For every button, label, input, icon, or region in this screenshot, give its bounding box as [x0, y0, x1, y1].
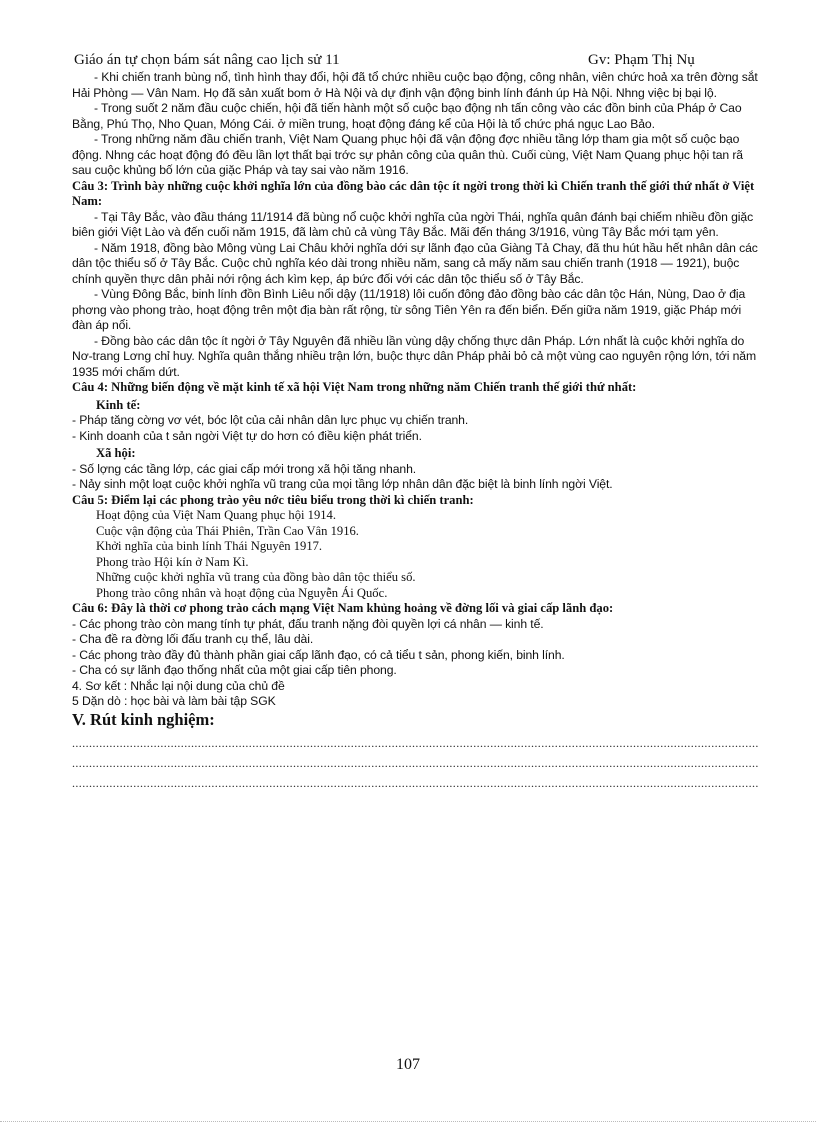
list-item: Khởi nghĩa của binh lính Thái Nguyên 1917.	[96, 539, 323, 553]
question-heading: Câu 5: Điểm lại các phong trào yêu nớc tiêu biểu trong thời kì chiến tranh:	[72, 492, 474, 507]
list-item: - Các phong trào đầy đủ thành phần giai cấp lãnh đạo, có cả tiểu t sản, phong kiến, binh lính.	[72, 647, 565, 662]
paragraph: - Tại Tây Bắc, vào đầu tháng 11/1914 đã bùng nổ cuộc khởi nghĩa của ngời Thái, nghĩa quân đánh bại chiếm nhiều đồn giặc biên giới Việt Lào và đến cuối năm 1915, đã làm chủ cả vùng Tây Bắc. Mãi đến tháng 3/1916, vùng Tây Bắc mới tạm yên.	[72, 209, 754, 239]
paragraph: - Trong suốt 2 năm đầu cuộc chiến, hội đã tiến hành một số cuộc bạo động nh tấn công vào các đồn binh của Pháp ở Cao Bằng, Phú Thọ, Nho Quan, Móng Cái. ở miền trung, hoạt động đáng kể của Hội là tổ chức phá ngục Lao Bảo.	[72, 101, 742, 131]
document-body	[72, 70, 764, 793]
dotted-line: ..........................................................................................................................................................................................................	[72, 756, 759, 770]
paragraph: - Vùng Đông Bắc, binh lính đồn Bình Liêu nổi dậy (11/1918) lôi cuốn đông đảo đồng bào các dân tộc Hán, Nùng, Dao ở địa phơng vào phong trào, hoạt động trên một địa bàn rất rộng, từ sông Tiên Yên ra đến biển. Đến giữa năm 1919, giặc Pháp mới đàn áp nổi.	[72, 287, 746, 332]
subheading: Xã hội:	[96, 446, 136, 460]
section-title: V. Rút kinh nghiệm:	[72, 709, 215, 729]
list-item: - Cha có sự lãnh đạo thống nhất của một giai cấp tiên phong.	[72, 663, 397, 677]
paragraph: - Năm 1918, đồng bào Mông vùng Lai Châu khởi nghĩa dới sự lãnh đạo của Giàng Tả Chay, đã thu hút hầu hết nhân dân các dân tộc thiểu số ở Tây Bắc. Cuộc chủ nghĩa kéo dài trong nhiều năm, sang cả mấy năm sau chiến tranh (1918 — 1921), buộc chính quyền thực dân phải nới rộng ách kìm kẹp, áp bức đối với các dân tộc thiểu số ở Tây Bắc.	[72, 240, 758, 286]
list-item: - Số lợng các tầng lớp, các giai cấp mới trong xã hội tăng nhanh.	[72, 461, 417, 476]
list-item: - Pháp tăng cờng vơ vét, bóc lột của cải nhân dân lực phục vụ chiến tranh.	[72, 413, 469, 427]
dotted-line: ..........................................................................................................................................................................................................	[72, 776, 759, 790]
list-item: - Các phong trào còn mang tính tự phát, đấu tranh nặng đòi quyền lợi cá nhân — kinh tế.	[72, 616, 544, 631]
paragraph: - Khi chiến tranh bùng nổ, tình hình thay đổi, hội đã tổ chức nhiều cuộc bạo động, công nhân, viên chức hoả xa trên đờng sắt Hải Phòng — Vân Nam. Họ đã sản xuất bom ở Hà Nội và dự định vận động binh lính đánh úp Hà Nội. Nhng việc bị bại lộ.	[72, 70, 758, 100]
page-bottom-rule	[0, 1121, 816, 1122]
page-number: 107	[396, 1056, 420, 1073]
homework-line: 5 Dặn dò : học bài và làm bài tập SGK	[72, 694, 276, 708]
list-item: - Cha đề ra đờng lối đấu tranh cụ thể, lâu dài.	[72, 632, 314, 646]
list-item: Phong trào Hội kín ở Nam Kì.	[96, 554, 249, 569]
list-item: Cuộc vận động của Thái Phiên, Trần Cao Vân 1916.	[96, 523, 359, 538]
question-heading: Câu 6: Đây là thời cơ phong trào cách mạng Việt Nam khủng hoảng về đờng lối và giai cấp lãnh đạo:	[72, 601, 614, 615]
paragraph: - Trong những năm đầu chiến tranh, Việt Nam Quang phục hội đã vận động đợc nhiều tầng lớp tham gia một số cuộc bạo động. Nhng các hoạt động đó đều lần lợt thất bại trớc sự phản công của quân thù. Cuối cùng, Việt Nam Quang phục hội tan rã sau cuộc khủng bố lớn của giặc Pháp và tay sai vào năm 1916.	[72, 132, 743, 177]
paragraph: - Đồng bào các dân tộc ít ngời ở Tây Nguyên đã nhiều lần vùng dậy chống thực dân Pháp. Lớn nhất là cuộc khởi nghĩa do Nơ-trang Lơng chỉ huy. Nghĩa quân thắng nhiều trận lớn, buộc thực dân Pháp phải bỏ cả một vùng cao nguyên rộng lớn, tới năm 1935 mới chấm dứt.	[72, 333, 756, 379]
question-heading: Câu 4: Những biến động về mặt kinh tế xã hội Việt Nam trong những năm Chiến tranh thế giới thứ nhất:	[72, 380, 637, 394]
summary-line: 4. Sơ kết : Nhắc lại nội dung của chủ đề	[72, 678, 285, 693]
header-title: Giáo án tự chọn bám sát nâng cao lịch sử 11	[74, 52, 340, 68]
list-item: - Nảy sinh một loạt cuộc khởi nghĩa vũ trang của mọi tầng lớp nhân dân đặc biệt là binh lính ngời Việt.	[72, 477, 613, 491]
subheading: Kinh tế:	[96, 397, 141, 412]
header-teacher: Gv: Phạm Thị Nụ	[588, 52, 695, 68]
list-item: - Kinh doanh của t sản ngời Việt tự do hơn có điều kiện phát triển.	[72, 428, 422, 443]
list-item: Những cuộc khởi nghĩa vũ trang của đồng bào dân tộc thiểu số.	[96, 570, 416, 584]
question-heading: Câu 3: Trình bày những cuộc khởi nghĩa lớn của đồng bào các dân tộc ít ngời trong thời kì Chiến tranh thế giới thứ nhất ở Việt Nam:	[72, 178, 755, 208]
list-item: Hoạt động của Việt Nam Quang phục hội 1914.	[96, 508, 336, 522]
list-item: Phong trào công nhân và hoạt động của Nguyễn Ái Quốc.	[96, 585, 388, 600]
dotted-line: ..........................................................................................................................................................................................................	[72, 736, 759, 750]
